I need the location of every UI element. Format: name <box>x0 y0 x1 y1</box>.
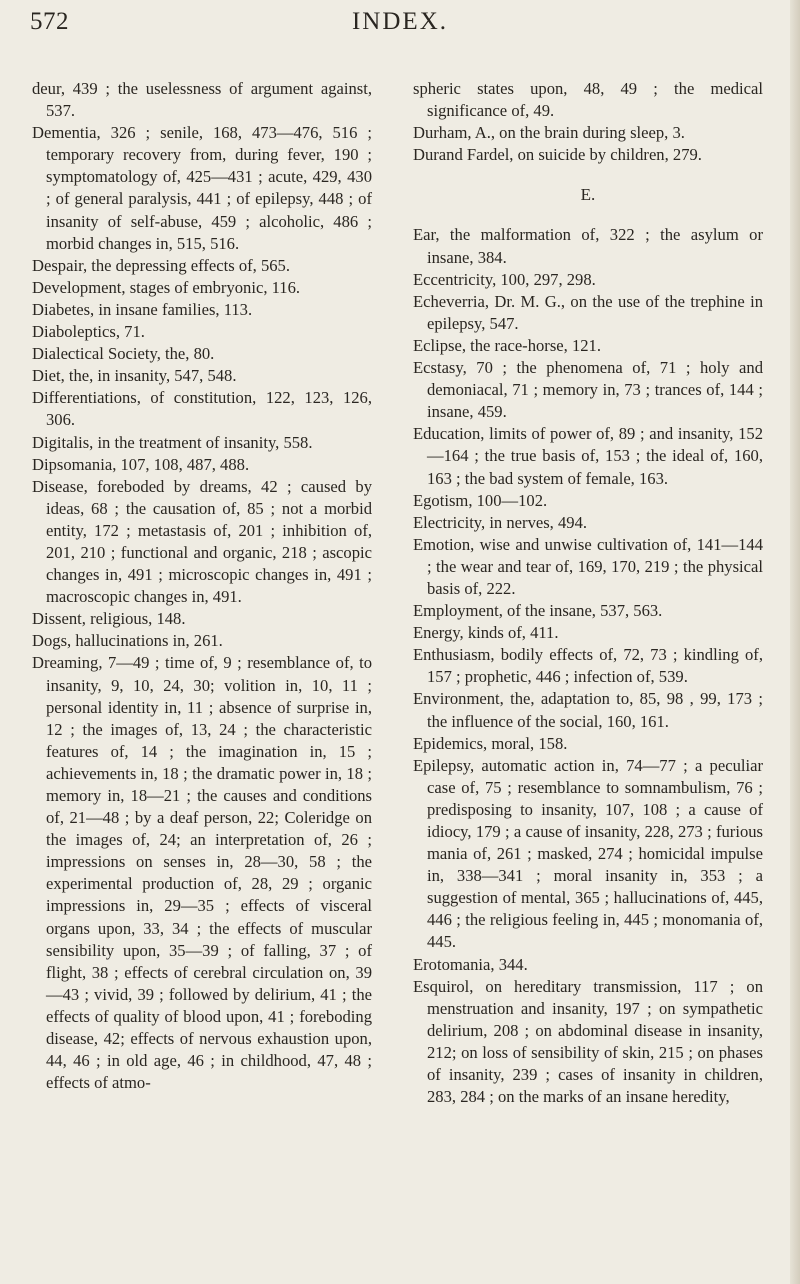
index-entry: Durham, A., on the brain during sleep, 3. <box>413 123 685 143</box>
index-entry: Electricity, in nerves, 494. <box>413 512 588 532</box>
index-entry: Ecstasy, 70 ; the phenomena of, 71 ; holy and demoniacal, 71 ; memory in, 73 ; trances of, 144 ; insane, 459. <box>413 358 763 422</box>
index-entry: Epilepsy, automatic action in, 74—77 ; a peculiar case of, 75 ; resemblance to somnambulism, 76 ; predisposing to insanity, 107, 108 ; a cause of idiocy, 179 ; a cause of insanity, 228, 273 ; furious mania of, 261 ; masked, 274 ; homicidal impulse in, 338—341 ; moral insanity in, 353 ; a suggestion of mental, 365 ; hallucinations of, 445, 446 ; the religious feeling in, 445 ; monomania of, 445. <box>413 755 763 952</box>
index-entry: Diaboleptics, 71. <box>32 322 145 342</box>
index-entry: Emotion, wise and unwise cultivation of, 141—144 ; the wear and tear of, 169, 170, 219 ; the physical basis of, 222. <box>413 534 763 598</box>
index-entry: Dialectical Society, the, 80. <box>32 344 215 364</box>
index-entry: Environment, the, adaptation to, 85, 98 , 99, 173 ; the influence of the social, 160, 161. <box>413 689 763 731</box>
page-edge <box>790 0 800 1284</box>
index-entry: Dissent, religious, 148. <box>32 609 186 629</box>
index-entry: Durand Fardel, on suicide by children, 279. <box>413 145 702 165</box>
index-entry: Erotomania, 344. <box>413 954 528 974</box>
index-entry: Differentiations, of constitution, 122, 123, 126, 306. <box>32 388 372 430</box>
right-column <box>413 78 763 1108</box>
index-entry: Digitalis, in the treatment of insanity, 558. <box>32 432 313 452</box>
index-entry: Dementia, 326 ; senile, 168, 473—476, 516 ; temporary recovery from, during fever, 190 ; symptomatology of, 425—431 ; acute, 429, 430 ; of general paralysis, 441 ; of epilepsy, 448 ; of insanity of self-abuse, 459 ; alcoholic, 486 ; morbid changes in, 515, 516. <box>32 123 372 253</box>
index-entry: spheric states upon, 48, 49 ; the medical significance of, 49. <box>413 79 763 121</box>
index-entry: Development, stages of embryonic, 116. <box>32 277 301 297</box>
index-entry: Education, limits of power of, 89 ; and insanity, 152—164 ; the true basis of, 153 ; the ideal of, 160, 163 ; the bad system of female, 163. <box>413 424 763 488</box>
running-head: INDEX. <box>351 8 448 35</box>
index-entry: Dreaming, 7—49 ; time of, 9 ; resemblance of, to insanity, 9, 10, 24, 30; volition in, 10, 11 ; personal identity in, 11 ; absence of surprise in, 12 ; the images of, 13, 24 ; the characteristic features of, 14 ; the imagination in, 15 ; achievements in, 18 ; the dramatic power in, 18 ; memory in, 18—21 ; the causes and conditions of, 21—48 ; by a deaf person, 22; Coleridge on the images of, 24; an interpretation of, 26 ; impressions on senses in, 28—30, 58 ; the experimental production of, 28, 29 ; organic impressions in, 29—35 ; effects of visceral organs upon, 33, 34 ; the effects of muscular sensibility upon, 35—39 ; of falling, 37 ; of flight, 38 ; effects of cerebral circulation on, 39—43 ; vivid, 39 ; followed by delirium, 41 ; the effects of quality of blood upon, 41 ; foreboding disease, 42; effects of nervous exhaustion upon, 44, 46 ; in old age, 46 ; in childhood, 47, 48 ; effects of atmo- <box>32 653 372 1093</box>
page-header <box>30 8 770 42</box>
index-entry: Eclipse, the race-horse, 121. <box>413 335 601 355</box>
index-entry: Enthusiasm, bodily effects of, 72, 73 ; kindling of, 157 ; prophetic, 446 ; infection of, 539. <box>413 645 763 687</box>
index-entry: Despair, the depressing effects of, 565. <box>32 255 290 275</box>
section-letter: E. <box>580 185 596 205</box>
index-entry: Esquirol, on hereditary transmission, 117 ; on menstruation and insanity, 197 ; on sympathetic delirium, 208 ; on abdominal disease in insanity, 212; on loss of sensibility of skin, 215 ; on phases of insanity, 239 ; cases of insanity in children, 283, 284 ; on the marks of an insane heredity, <box>413 976 763 1107</box>
index-entry: Diet, the, in insanity, 547, 548. <box>32 366 237 386</box>
index-entry: Echeverria, Dr. M. G., on the use of the trephine in epilepsy, 547. <box>413 291 763 333</box>
index-entry: Ear, the malformation of, 322 ; the asylum or insane, 384. <box>413 225 763 267</box>
index-entry: Epidemics, moral, 158. <box>413 733 568 753</box>
index-entry: Dipsomania, 107, 108, 487, 488. <box>32 454 250 474</box>
left-column <box>32 78 372 1094</box>
index-entry: deur, 439 ; the uselessness of argument against, 537. <box>32 79 372 121</box>
index-entry: Dogs, hallucinations in, 261. <box>32 631 223 651</box>
index-entry: Eccentricity, 100, 297, 298. <box>413 269 596 289</box>
index-entry: Employment, of the insane, 537, 563. <box>413 601 663 621</box>
index-entry: Diabetes, in insane families, 113. <box>32 299 253 319</box>
index-entry: Egotism, 100—102. <box>413 490 548 510</box>
page-number: 572 <box>30 8 69 35</box>
index-entry: Disease, foreboded by dreams, 42 ; caused by ideas, 68 ; the causation of, 85 ; not a morbid entity, 172 ; metastasis of, 201 ; inhibition of, 201, 210 ; functional and organic, 218 ; ascopic changes in, 491 ; microscopic changes in, 491 ; macroscopic changes in, 491. <box>32 476 372 607</box>
index-entry: Energy, kinds of, 411. <box>413 623 559 643</box>
